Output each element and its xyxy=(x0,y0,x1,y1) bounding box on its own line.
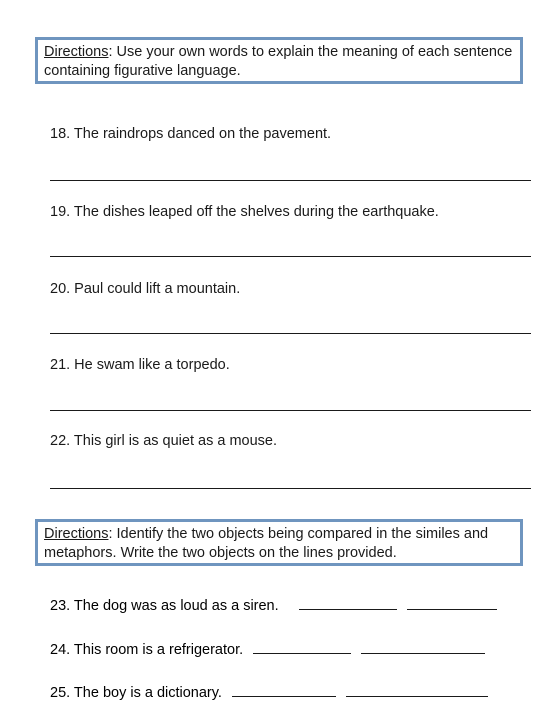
answer-line-19[interactable] xyxy=(50,256,531,257)
question-19: 19. The dishes leaped off the shelves during the earthquake. xyxy=(50,204,439,220)
question-18: 18. The raindrops danced on the pavement. xyxy=(50,126,332,142)
answer-blank-24b[interactable] xyxy=(361,653,485,654)
question-23 xyxy=(50,597,497,615)
question-25-text: 25. The boy is a dictionary. xyxy=(50,685,222,701)
directions-label: Directions xyxy=(44,526,109,542)
question-20: 20. Paul could lift a mountain. xyxy=(50,281,241,297)
question-23-text: 23. The dog was as loud as a siren. xyxy=(50,598,279,614)
question-24 xyxy=(50,641,485,659)
answer-line-18[interactable] xyxy=(50,180,531,181)
directions-text: : Use your own words to explain the meaning of each sentence containing figurative language. xyxy=(44,44,513,79)
directions-box-1 xyxy=(35,37,523,84)
answer-line-20[interactable] xyxy=(50,333,531,334)
answer-line-22[interactable] xyxy=(50,488,531,489)
question-22: 22. This girl is as quiet as a mouse. xyxy=(50,433,278,449)
answer-blank-24a[interactable] xyxy=(253,653,351,654)
answer-blank-23b[interactable] xyxy=(407,609,497,610)
question-25 xyxy=(50,684,488,702)
directions-text: : Identify the two objects being compared in the similes and metaphors. Write the two objects on the lines provided. xyxy=(44,526,489,561)
question-21: 21. He swam like a torpedo. xyxy=(50,357,230,373)
answer-line-21[interactable] xyxy=(50,410,531,411)
answer-blank-25a[interactable] xyxy=(232,696,336,697)
directions-label: Directions xyxy=(44,44,109,60)
answer-blank-25b[interactable] xyxy=(346,696,488,697)
question-24-text: 24. This room is a refrigerator. xyxy=(50,642,244,658)
directions-box-2 xyxy=(35,519,523,566)
answer-blank-23a[interactable] xyxy=(299,609,397,610)
